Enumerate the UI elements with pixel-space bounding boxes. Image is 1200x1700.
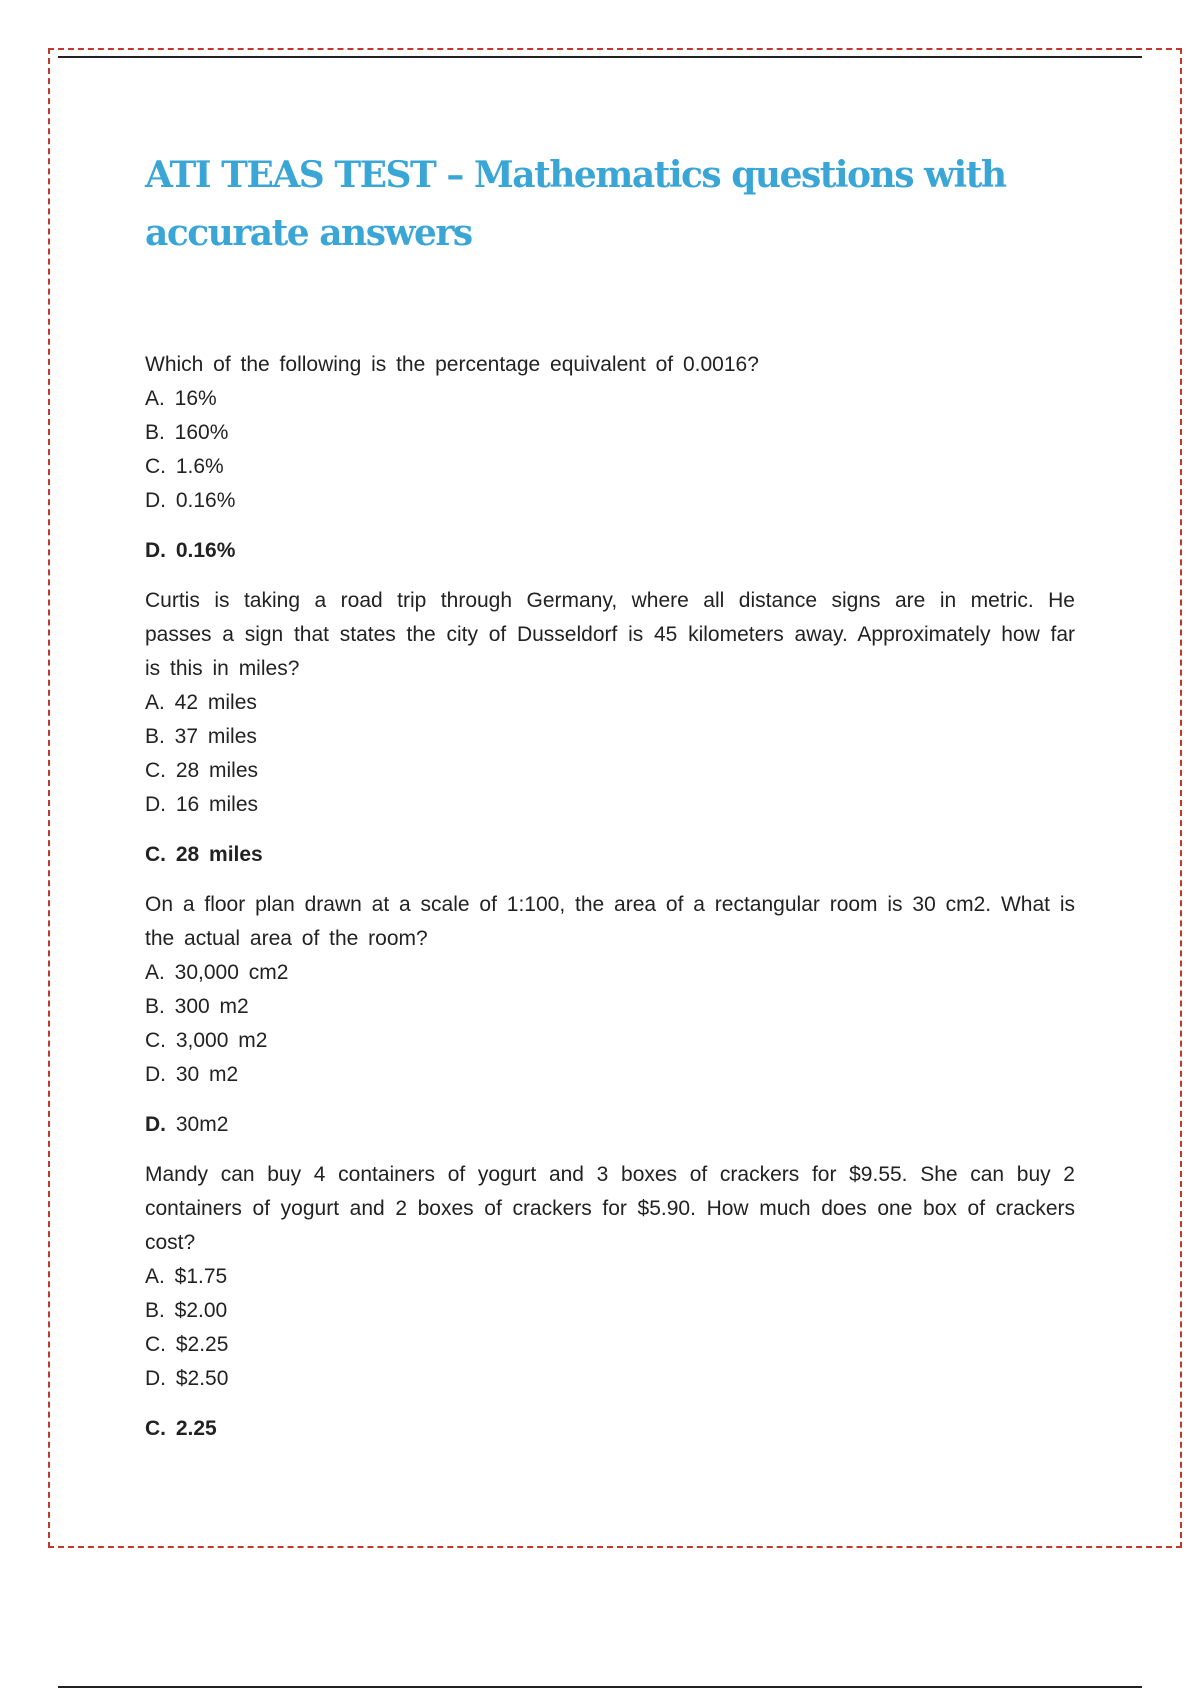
- answer-value: 2.25: [175, 1417, 217, 1440]
- answer-value: 0.16%: [175, 539, 236, 562]
- option-list: [145, 686, 1075, 822]
- answer-letter: D.: [145, 1113, 166, 1136]
- option-a: A. 30,000 cm2: [145, 961, 289, 984]
- option-b: B. 37 miles: [145, 725, 257, 748]
- option-b: B. $2.00: [145, 1299, 228, 1322]
- answer-value: 30m2: [175, 1113, 229, 1136]
- option-d: D. 0.16%: [145, 489, 236, 512]
- question-4: [145, 1158, 1075, 1446]
- question-1: [145, 348, 1075, 568]
- answer-value: 28 miles: [175, 843, 263, 866]
- option-c: C. 28 miles: [145, 759, 259, 782]
- option-a: A. 16%: [145, 387, 217, 410]
- option-c: C. $2.25: [145, 1333, 229, 1356]
- header-rule: [58, 56, 1142, 58]
- option-b: B. 300 m2: [145, 995, 249, 1018]
- question-text: Curtis is taking a road trip through Germany, where all distance signs are in metric. He passes a sign that states the city of Dusseldorf is 45 kilometers away. Approximately how far is this in miles?: [145, 589, 1075, 680]
- question-2: [145, 584, 1075, 872]
- option-d: D. 30 m2: [145, 1063, 239, 1086]
- option-a: A. 42 miles: [145, 691, 257, 714]
- option-c: C. 1.6%: [145, 455, 224, 478]
- question-text: Mandy can buy 4 containers of yogurt and 3 boxes of crackers for $9.55. She can buy 2 containers of yogurt and 2 boxes of crackers for $5.90. How much does one box of crackers cost?: [145, 1163, 1075, 1254]
- question-text: Which of the following is the percentage equivalent of 0.0016?: [145, 353, 759, 376]
- option-c: C. 3,000 m2: [145, 1029, 268, 1052]
- answer: [145, 1412, 1075, 1446]
- document-title: ATI TEAS TEST – Mathematics questions with accurate answers: [145, 154, 1006, 254]
- option-list: [145, 382, 1075, 518]
- option-b: B. 160%: [145, 421, 229, 444]
- option-d: D. $2.50: [145, 1367, 229, 1390]
- option-d: D. 16 miles: [145, 793, 259, 816]
- answer: [145, 1108, 1075, 1142]
- footer-rule: [58, 1686, 1142, 1688]
- answer-letter: C.: [145, 843, 166, 866]
- answer-letter: C.: [145, 1417, 166, 1440]
- answer: [145, 838, 1075, 872]
- question-3: [145, 888, 1075, 1142]
- answer-letter: D.: [145, 539, 166, 562]
- option-list: [145, 956, 1075, 1092]
- question-text: On a floor plan drawn at a scale of 1:100, the area of a rectangular room is 30 cm2. What is the actual area of the room?: [145, 893, 1075, 950]
- document-body: [145, 146, 1075, 1462]
- answer: [145, 534, 1075, 568]
- option-a: A. $1.75: [145, 1265, 228, 1288]
- option-list: [145, 1260, 1075, 1396]
